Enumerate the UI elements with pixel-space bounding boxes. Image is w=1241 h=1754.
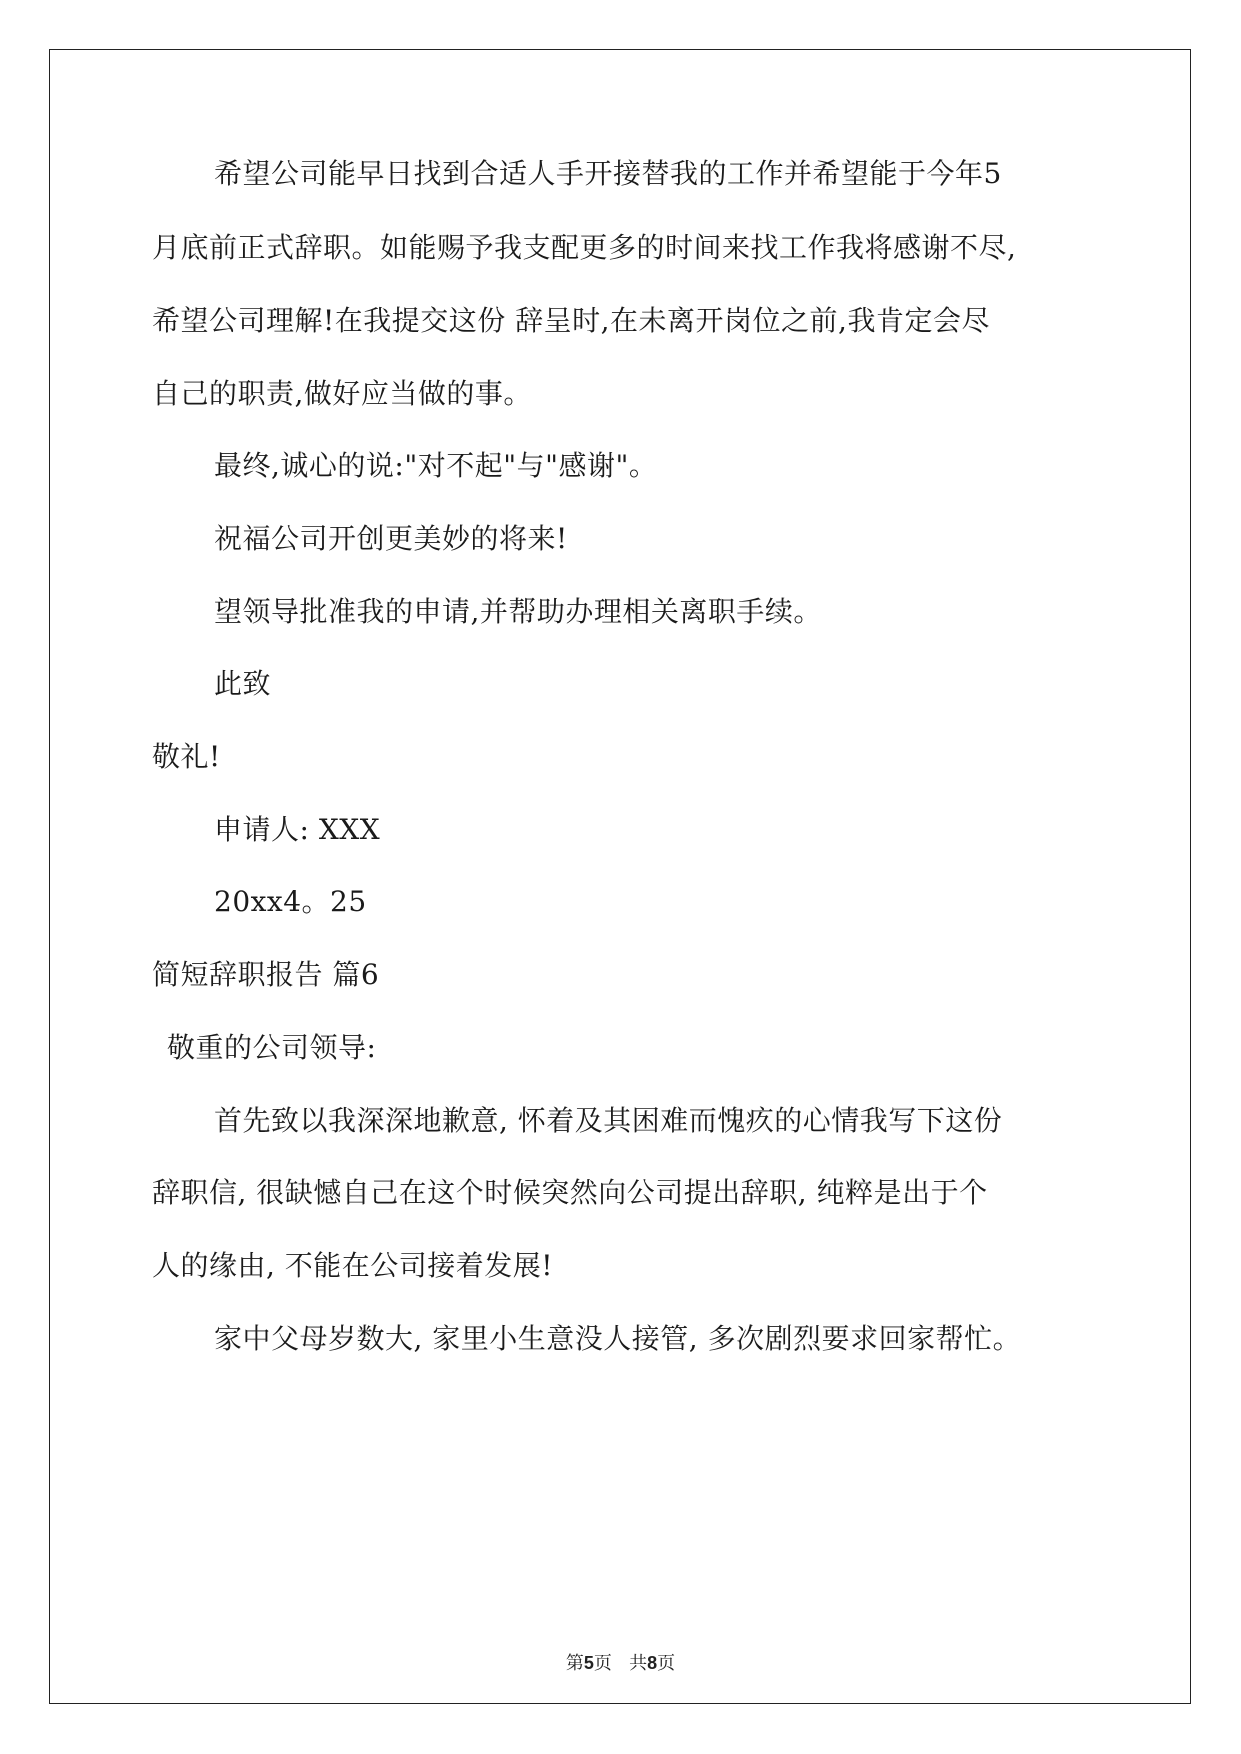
footer-page-number: 5 xyxy=(583,1653,594,1673)
body-line-1: 希望公司能早日找到合适人手开接替我的工作并希望能于今年5 xyxy=(214,157,1002,190)
body-line-3: 希望公司理解!在我提交这份 辞呈时,在未离开岗位之前,我肯定会尽 xyxy=(152,304,990,337)
footer-total-prefix: 共 xyxy=(629,1653,648,1674)
body-line-2: 月底前正式辞职。如能赐予我支配更多的时间来找工作我将感谢不尽, xyxy=(152,231,1017,264)
closing-regards: 敬礼! xyxy=(152,740,221,773)
body-line-4: 自己的职责,做好应当做的事。 xyxy=(152,377,532,410)
letter-greeting: 敬重的公司领导: xyxy=(167,1031,377,1064)
footer-total-suffix: 页 xyxy=(657,1653,676,1674)
body-line-7: 望领导批准我的申请,并帮助办理相关离职手续。 xyxy=(214,595,822,628)
section-heading: 简短辞职报告 篇6 xyxy=(152,958,380,991)
body-line-6: 祝福公司开创更美妙的将来! xyxy=(214,522,568,555)
body-line-15: 辞职信, 很缺憾自己在这个时候突然向公司提出辞职, 纯粹是出于个 xyxy=(152,1176,988,1209)
body-line-17: 家中父母岁数大, 家里小生意没人接管, 多次剧烈要求回家帮忙。 xyxy=(214,1322,1022,1355)
body-line-5: 最终,诚心的说:"对不起"与"感谢"。 xyxy=(214,449,658,482)
page-frame xyxy=(49,49,1191,1704)
letter-date: 20xx4。25 xyxy=(214,885,367,918)
footer-prefix: 第 xyxy=(565,1653,584,1674)
footer-total-pages: 8 xyxy=(647,1653,658,1673)
page-footer xyxy=(0,1651,1241,1676)
body-line-14: 首先致以我深深地歉意, 怀着及其困难而愧疚的心情我写下这份 xyxy=(214,1104,1003,1137)
body-line-16: 人的缘由, 不能在公司接着发展! xyxy=(152,1249,554,1282)
closing-salutation: 此致 xyxy=(214,667,272,700)
footer-page-suffix: 页 xyxy=(593,1653,612,1674)
applicant-signature: 申请人: XXX xyxy=(214,813,381,846)
